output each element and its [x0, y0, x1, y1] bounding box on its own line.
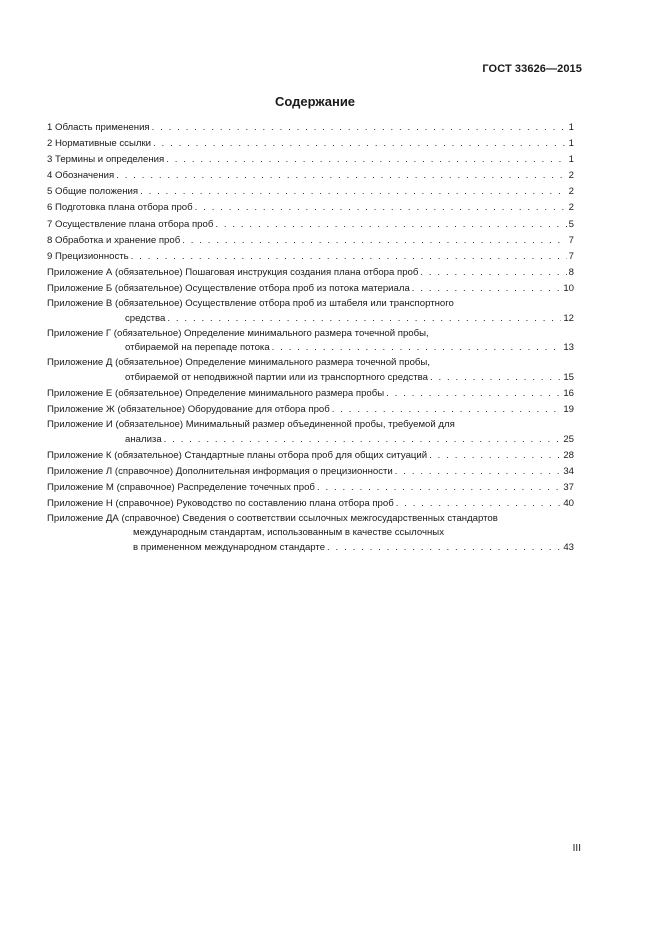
dot-leader: [131, 249, 567, 265]
toc-entry-title-line: Приложение В (обязательное) Осуществление отбора проб из штабеля или транспортного: [47, 298, 454, 310]
toc-entry-page: 2: [568, 170, 574, 182]
toc-entry[interactable]: [47, 311, 574, 327]
toc-entry[interactable]: [47, 136, 574, 152]
toc-entry-page: 43: [563, 541, 574, 553]
toc-entry-title: 4 Обозначения: [47, 170, 115, 182]
toc-entry-title-line: Приложение ДА (справочное) Сведения о соответствии ссылочных межгосударственных стандартов: [47, 513, 498, 525]
toc-entry-title: Приложение М (справочное) Распределение точечных проб: [47, 482, 315, 494]
toc-entry-page: 1: [568, 154, 574, 166]
toc-entry[interactable]: [47, 496, 574, 512]
dot-leader: [317, 480, 561, 496]
toc-entry-title: 6 Подготовка плана отбора проб: [47, 202, 193, 214]
dot-leader: [167, 311, 561, 327]
dot-leader: [396, 496, 562, 512]
toc-entry-title: 3 Термины и определения: [47, 154, 165, 166]
toc-entry-title: 7 Осуществление плана отбора проб: [47, 218, 214, 230]
toc-entry[interactable]: [47, 168, 574, 184]
toc-entry-page: 19: [563, 404, 574, 416]
toc-title: Содержание: [274, 94, 356, 109]
dot-leader: [327, 540, 561, 556]
dot-leader: [395, 464, 562, 480]
toc-entry-title-line: Приложение Г (обязательное) Определение минимального размера точечной пробы,: [47, 327, 429, 339]
dot-leader: [420, 265, 566, 281]
toc-entry-page: 10: [563, 282, 574, 294]
toc-entry-title: Приложение Ж (обязательное) Оборудование для отбора проб: [47, 404, 330, 416]
dot-leader: [116, 168, 566, 184]
toc-entry[interactable]: [47, 402, 574, 418]
toc-entry[interactable]: [47, 217, 574, 233]
toc-entry[interactable]: [47, 281, 574, 297]
toc-entry[interactable]: [47, 200, 574, 216]
toc-entry-title-line: Приложение И (обязательное) Минимальный размер объединенной пробы, требуемой для: [47, 419, 455, 431]
toc-entry-title: отбираемой на перепаде потока: [125, 342, 270, 354]
dot-leader: [152, 120, 567, 136]
toc-entry-page: 7: [568, 234, 574, 246]
dot-leader: [195, 200, 567, 216]
toc-entry[interactable]: [47, 152, 574, 168]
dot-leader: [412, 281, 562, 297]
toc-entry-title-line: Приложение Д (обязательное) Определение минимального размера точечной пробы,: [47, 357, 430, 369]
toc-entry[interactable]: [47, 249, 574, 265]
toc-entry-page: 40: [563, 498, 574, 510]
toc-entry-title: Приложение К (обязательное) Стандартные планы отбора проб для общих ситуаций: [47, 449, 428, 461]
toc-entry-page: 25: [563, 433, 574, 445]
table-of-contents: [47, 120, 574, 556]
dot-leader: [430, 370, 561, 386]
toc-entry-title: Приложение Б (обязательное) Осуществление отбора проб из потока материала: [47, 282, 410, 294]
dot-leader: [272, 340, 562, 356]
toc-entry-page: 37: [563, 482, 574, 494]
dot-leader: [140, 184, 567, 200]
toc-entry-page: 2: [568, 186, 574, 198]
toc-entry-title: 5 Общие положения: [47, 186, 139, 198]
toc-entry[interactable]: [47, 233, 574, 249]
toc-entry-page: 12: [563, 312, 574, 324]
toc-entry-title: 9 Прецизионность: [47, 250, 129, 262]
toc-entry-title: Приложение Е (обязательное) Определение минимального размера пробы: [47, 388, 385, 400]
toc-entry-title: 8 Обработка и хранение проб: [47, 234, 181, 246]
toc-entry-page: 13: [563, 342, 574, 354]
dot-leader: [166, 152, 566, 168]
toc-entry[interactable]: [47, 432, 574, 448]
dot-leader: [332, 402, 562, 418]
toc-entry-page: 1: [568, 122, 574, 133]
page-number: III: [572, 843, 581, 854]
toc-entry-title: средства: [125, 312, 166, 324]
dot-leader: [429, 448, 561, 464]
toc-entry-page: 8: [568, 266, 574, 278]
toc-entry[interactable]: [47, 265, 574, 281]
dot-leader: [182, 233, 566, 249]
toc-entry-title: в примененном международном стандарте: [133, 541, 326, 553]
document-code: ГОСТ 33626—2015: [482, 63, 582, 75]
toc-entry-page: 1: [568, 138, 574, 150]
toc-entry-page: 7: [568, 250, 574, 262]
dot-leader: [215, 217, 566, 233]
toc-entry-title: 2 Нормативные ссылки: [47, 138, 152, 150]
toc-entry[interactable]: [47, 370, 574, 386]
dot-leader: [164, 432, 562, 448]
toc-entry-page: 15: [563, 372, 574, 383]
toc-entry[interactable]: [47, 340, 574, 356]
toc-entry-title: Приложение А (обязательное) Пошаговая инструкция создания плана отбора проб: [47, 266, 419, 278]
dot-leader: [386, 386, 561, 402]
toc-entry[interactable]: [47, 448, 574, 464]
toc-entry-page: 16: [563, 388, 574, 400]
toc-entry-page: 34: [563, 466, 574, 478]
toc-entry[interactable]: [47, 386, 574, 402]
toc-entry[interactable]: [47, 120, 574, 136]
toc-entry-title-line: международным стандартам, использованным в качестве ссылочных: [133, 526, 444, 538]
toc-entry-page: 5: [568, 218, 574, 230]
toc-entry-title: Приложение Л (справочное) Дополнительная информация о прецизионности: [47, 466, 393, 478]
toc-entry-page: 28: [563, 449, 574, 461]
toc-entry-title: Приложение Н (справочное) Руководство по составлению плана отбора проб: [47, 498, 394, 510]
toc-entry-page: 2: [568, 202, 574, 214]
toc-entry-title: анализа: [125, 433, 162, 445]
toc-entry[interactable]: [47, 480, 574, 496]
dot-leader: [153, 136, 567, 152]
toc-entry[interactable]: [47, 184, 574, 200]
toc-entry[interactable]: [47, 464, 574, 480]
toc-entry-title: 1 Область применения: [47, 122, 150, 133]
toc-entry-title: отбираемой от неподвижной партии или из транспортного средства: [125, 372, 428, 383]
toc-entry[interactable]: [47, 540, 574, 556]
